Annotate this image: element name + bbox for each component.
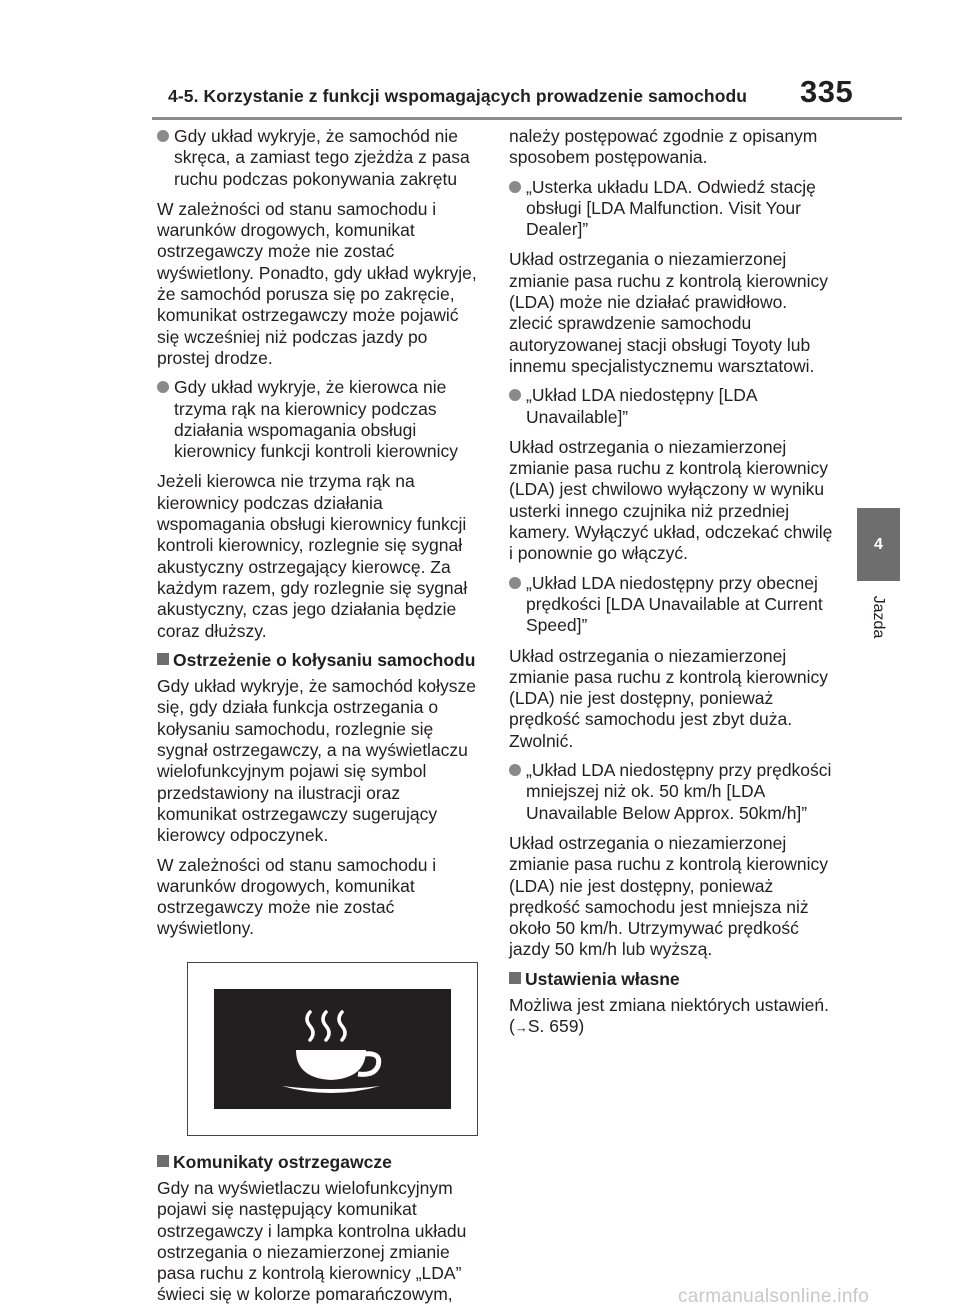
page-reference-text: S. 659) (527, 1016, 585, 1037)
bullet-item (509, 177, 835, 241)
arrow-right-icon: → (514, 1020, 528, 1036)
paragraph: Układ ostrzegania o niezamierzonej zmianie pasa ruchu z kontrolą kierownicy (LDA) jest chwilowo wyłączony w wyniku usterki innego czujnika niż przedniej kamery. Wyłączyć układ, odczekać chwilę i ponownie go włączyć. (509, 436, 833, 564)
page-reference-link[interactable] (509, 1016, 584, 1036)
bullet-item (157, 377, 479, 462)
bullet-item (509, 573, 835, 637)
bullet-dot-icon (509, 181, 521, 193)
section-heading (157, 650, 479, 671)
section-heading (157, 1152, 479, 1173)
page-header-title: 4-5. Korzystanie z funkcji wspomagających prowadzenie samochodu (168, 86, 748, 106)
figure-frame (187, 962, 478, 1136)
bullet-item (157, 126, 479, 190)
header-rule (152, 117, 902, 120)
paragraph: Jeżeli kierowca nie trzyma rąk na kierownicy podczas działania wspomagania obsługi kierownicy funkcji kontroli kierownicy, rozlegnie się sygnał akustyczny ostrzegający kierowcę. Za każdym razem, gdy rozlegnie się sygnał akustyczny, czas jego działania będzie coraz dłuższy. (157, 471, 468, 641)
square-bullet-icon (509, 972, 521, 984)
page-number: 335 (800, 74, 854, 109)
section-heading-text: Ustawienia własne (525, 968, 680, 989)
paragraph-text: Możliwa jest zmiana niektórych ustawień. (509, 994, 829, 1015)
bullet-item (509, 385, 835, 428)
section-heading-text: Ostrzeżenie o kołysaniu samochodu (173, 649, 476, 670)
chapter-tab[interactable]: 4 (857, 508, 900, 581)
bullet-dot-icon (509, 389, 521, 401)
paragraph: Układ ostrzegania o niezamierzonej zmianie pasa ruchu z kontrolą kierownicy (LDA) może nie działać prawidłowo. zlecić sprawdzenie samochodu autoryzowanej stacji obsługi Toyoty lub innemu specjalistycznemu warsztatowi. (509, 249, 829, 376)
open-paren: ( (509, 1016, 515, 1037)
display-screen (214, 989, 451, 1109)
bullet-text: „Usterka układu LDA. Odwiedź stację obsługi [LDA Malfunction. Visit Your Dealer]” (526, 176, 816, 240)
coffee-cup-icon (268, 994, 398, 1104)
chapter-label (856, 587, 900, 647)
left-column (157, 126, 479, 1314)
square-bullet-icon (157, 653, 169, 665)
bullet-text: „Układ LDA niedostępny przy prędkości mniejszej niż ok. 50 km/h [LDA Unavailable Below Approx. 50km/h]” (526, 760, 832, 823)
paragraph: Układ ostrzegania o niezamierzonej zmianie pasa ruchu z kontrolą kierownicy (LDA) nie jest dostępny, ponieważ prędkość samochodu jest zbyt duża. Zwolnić. (509, 645, 829, 751)
paragraph: Układ ostrzegania o niezamierzonej zmianie pasa ruchu z kontrolą kierownicy (LDA) nie jest dostępny, ponieważ prędkość samochodu jest mniejsza niż około 50 km/h. Utrzymywać prędkość jazdy 50 km/h lub wyższą. (509, 832, 829, 960)
paragraph: W zależności od stanu samochodu i warunków drogowych, komunikat ostrzegawczy może nie zostać wyświetlony. (157, 854, 437, 939)
chapter-label-text: Jazda (870, 595, 887, 639)
bullet-item (509, 760, 835, 824)
bullet-dot-icon (157, 130, 169, 142)
bullet-text: „Układ LDA niedostępny [LDA Unavailable]” (526, 385, 757, 427)
paragraph (509, 995, 835, 1039)
watermark: carmanualsonline.info (678, 1286, 870, 1307)
bullet-text: „Układ LDA niedostępny przy obecnej prędkości [LDA Unavailable at Current Speed]” (526, 572, 823, 636)
paragraph: W zależności od stanu samochodu i warunków drogowych, komunikat ostrzegawczy może nie zostać wyświetlony. Ponadto, gdy układ wykryje, że samochód porusza się po zakręcie, komunikat ostrzegawczy może pojawić się wcześniej niż podczas jazdy po prostej drodze. (157, 198, 477, 368)
right-column (509, 126, 835, 1047)
section-heading-text: Komunikaty ostrzegawcze (173, 1151, 392, 1172)
bullet-dot-icon (157, 381, 169, 393)
square-bullet-icon (157, 1155, 169, 1167)
section-heading (509, 969, 835, 990)
paragraph: Gdy na wyświetlaczu wielofunkcyjnym pojawi się następujący komunikat ostrzegawczy i lampka kontrolna układu ostrzegania o niezamierzonej zmianie pasa ruchu z kontrolą kierownicy „LDA” świeci się w kolorze pomarańczowym, (157, 1177, 467, 1305)
bullet-dot-icon (509, 764, 521, 776)
bullet-dot-icon (509, 577, 521, 589)
bullet-text: Gdy układ wykryje, że samochód nie skręca, a zamiast tego zjeżdża z pasa ruchu podczas pokonywania zakrętu (174, 126, 470, 189)
paragraph: Gdy układ wykryje, że samochód kołysze się, gdy działa funkcja ostrzegania o kołysaniu samochodu, rozlegnie się sygnał ostrzegawczy, a na wyświetlaczu wielofunkcyjnym pojawi się symbol przedstawiony na ilustracji oraz komunikat ostrzegawczy sugerujący kierowcy odpoczynek. (157, 676, 477, 846)
bullet-text: Gdy układ wykryje, że kierowca nie trzyma rąk na kierownicy podczas działania wspomagania obsługi kierownicy funkcji kontroli kierownicy (174, 377, 458, 462)
paragraph: należy postępować zgodnie z opisanym sposobem postępowania. (509, 126, 818, 168)
